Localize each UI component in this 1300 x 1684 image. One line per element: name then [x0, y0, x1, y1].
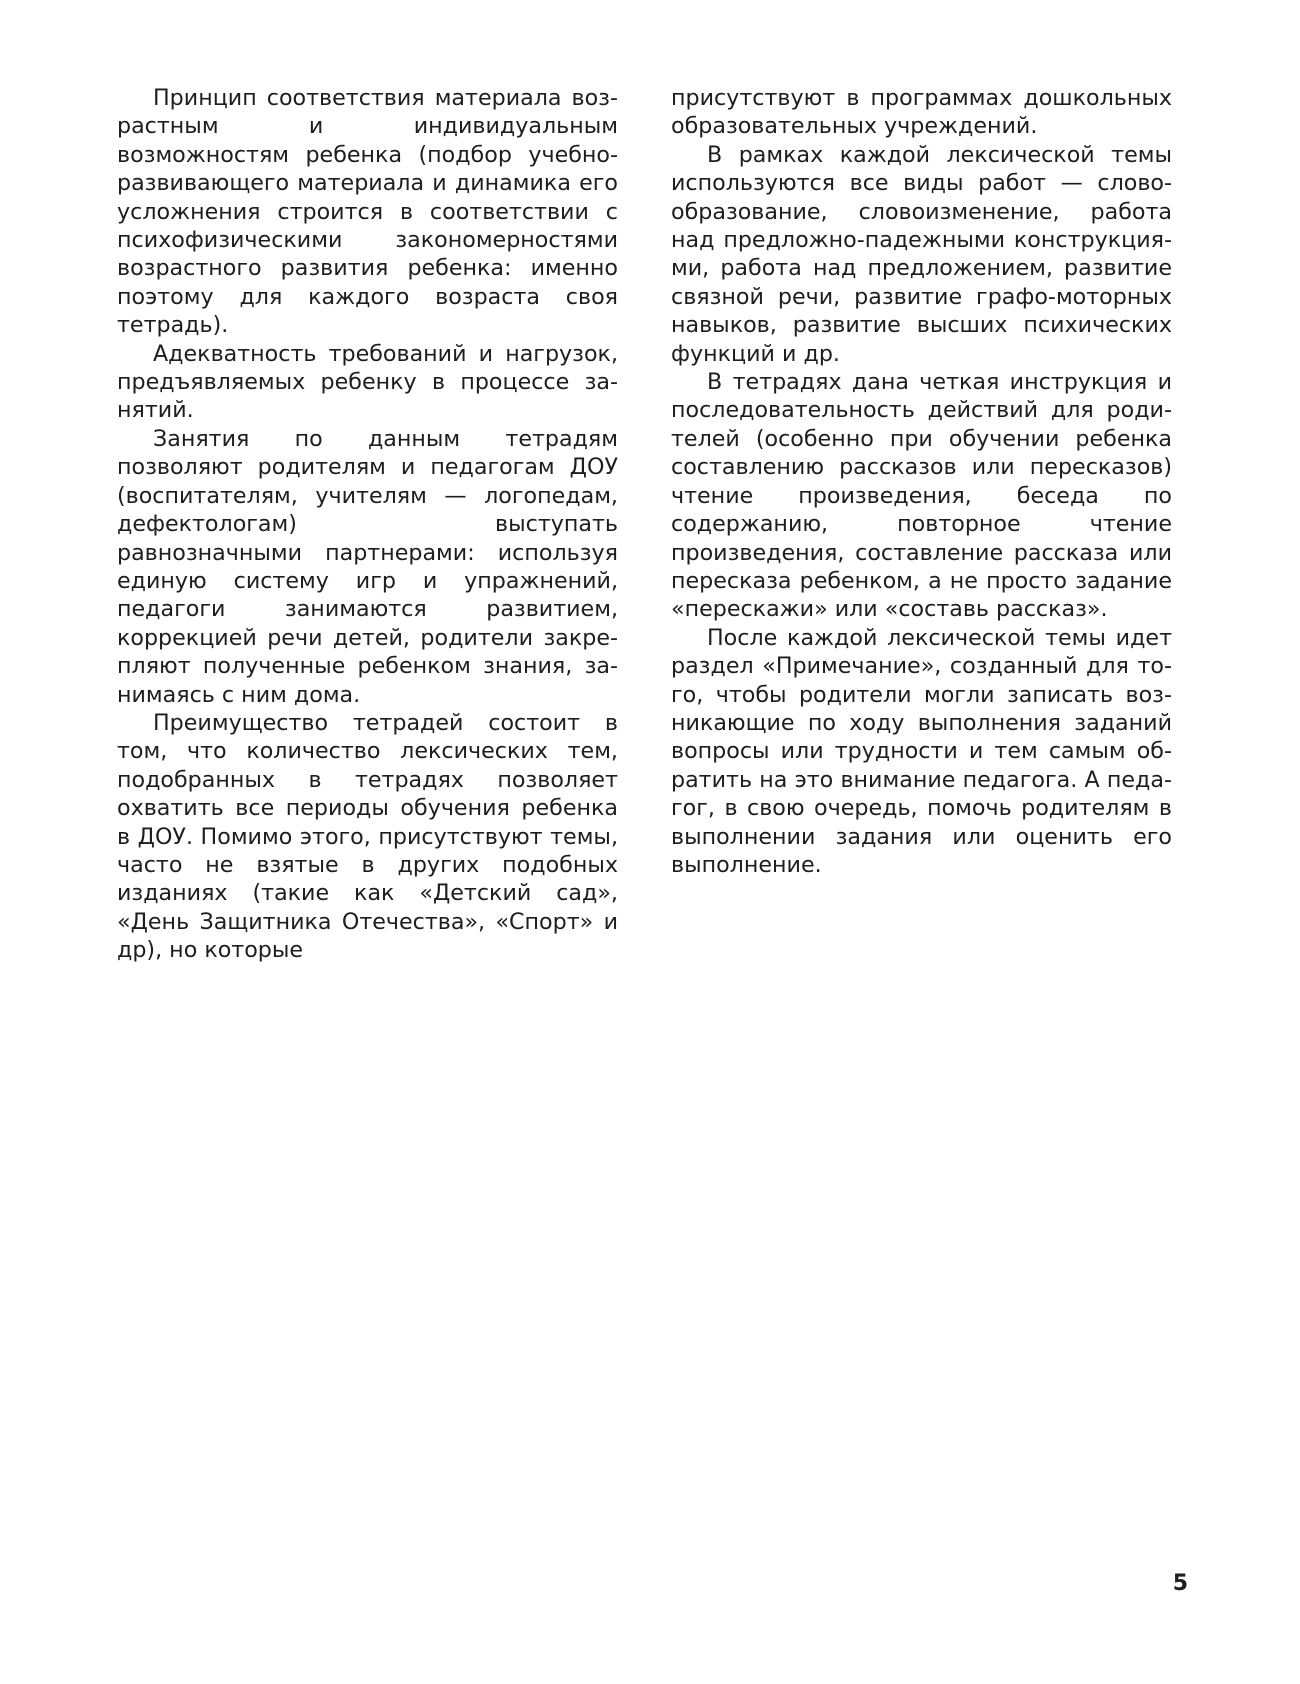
paragraph-notes-section: После каждой лексической темы идет раздел «Примечание», созданный для того, чтобы родители могли записать возникающие по ходу выполнения заданий вопросы или трудности и тем самым обратить на это внимание педагога. А педагог, в свою очередь, помочь родителям в выполнении задания или оценить его выполнение.: [671, 624, 1172, 878]
paragraph-advantage: Преимущество тетрадей состоит в том, что количество лексических тем, подобранных в тетрадях позволяет охватить все периоды обучения ребенка в ДОУ. Помимо этого, присутствуют темы, часто не взятые в других подобных изданиях (такие как «Детский сад», «День Защитника Отечества», «Спорт» и др), но которые: [117, 709, 618, 964]
paragraph-adequacy: Адекватность требований и нагрузок, предъявляемых ребенку в процессе занятий.: [117, 340, 618, 424]
right-column: [671, 84, 1172, 879]
paragraph-advantage-continued: присутствуют в программах дошкольных образовательных учреждений.: [671, 85, 1172, 140]
page-number: 5: [1172, 1571, 1188, 1596]
paragraph-principle: Принцип соответствия материала возрастным и индивидуальным возможностям ребенка (подбор учебно-развивающего материала и динамика его усложнения строится в соответствии с психофизическими закономерностями возрастного развития ребенка: именно поэтому для каждого возраста своя тетрадь).: [117, 85, 618, 339]
paragraph-instructions: В тетрадях дана четкая инструкция и последовательность действий для родителей (особенно при обучении ребенка составлению рассказов или пересказов) чтение произведения, беседа по содержанию, повторное чтение произведения, составление рассказа или пересказа ребенком, а не просто задание «перескажи» или «составь рассказ».: [671, 369, 1172, 623]
paragraph-lessons: Занятия по данным тетрадям позволяют родителям и педагогам ДОУ (воспитателям, учителям — логопедам, дефектологам) выступать равнозначными партнерами: используя единую систему игр и упражнений, педагоги занимаются развитием, коррекцией речи детей, родители закрепляют полученные ребенком знания, занимаясь с ним дома.: [117, 425, 618, 708]
paragraph-lexical-topics: В рамках каждой лексической темы используются все виды работ — словообразование, словоизменение, работа над предложно-падежными конструкциями, работа над предложением, развитие связной речи, развитие графо-моторных навыков, развитие высших психических функций и др.: [671, 141, 1172, 367]
left-column: [117, 84, 618, 965]
